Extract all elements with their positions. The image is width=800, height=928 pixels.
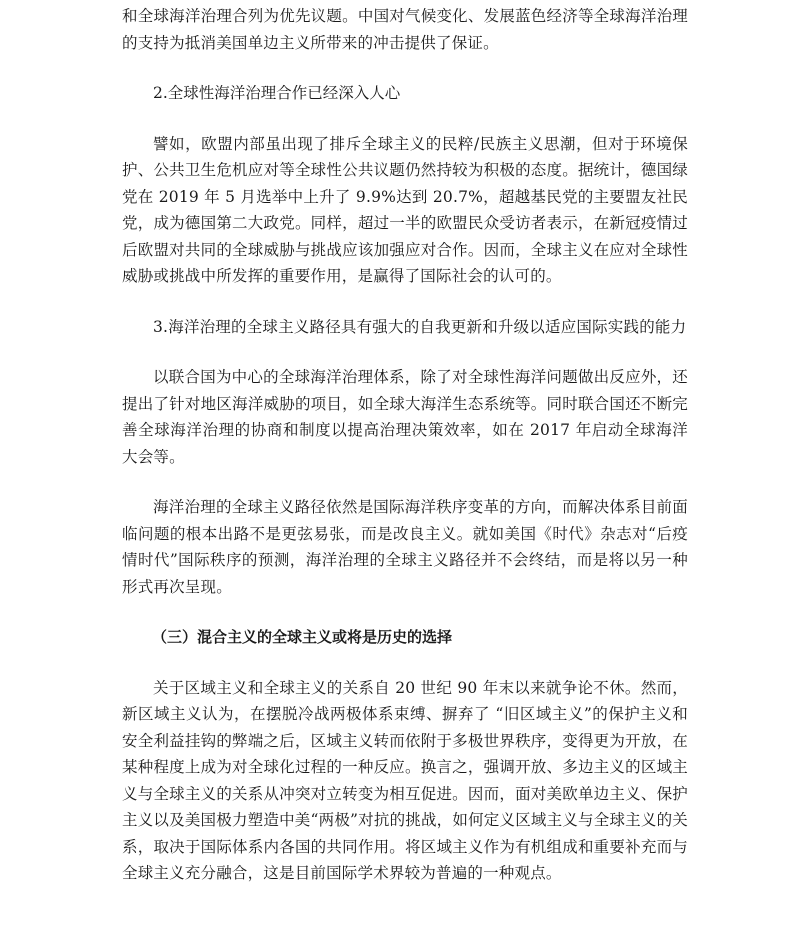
section-heading-3: 3.海洋治理的全球主义路径具有强大的自我更新和升级以适应国际实践的能力 xyxy=(153,317,687,336)
paragraph-un-system: 以联合国为中心的全球海洋治理体系，除了对全球性海洋问题做出反应外，还提出了针对地区海洋威胁的项目，如全球大海洋生态系统等。同时联合国还不断完善全球海洋治理的协商和制度以提高治理决策效率，如在 2017 年启动全球海洋大会等。 xyxy=(122,368,688,466)
paragraph-reform: 海洋治理的全球主义路径依然是国际海洋秩序变革的方向，而解决体系目前面临问题的根本出路不是更弦易张，而是改良主义。就如美国《时代》杂志对“后疫情时代”国际秩序的预测，海洋治理的全球主义路径并不会终结，而是将以另一种形式再次呈现。 xyxy=(122,498,688,596)
paragraph-continuation: 和全球海洋治理合列为优先议题。中国对气候变化、发展蓝色经济等全球海洋治理的支持为抵消美国单边主义所带来的冲击提供了保证。 xyxy=(122,7,688,52)
section-heading-2: 2.全球性海洋治理合作已经深入人心 xyxy=(153,84,401,102)
document-page xyxy=(122,0,688,887)
paragraph-eu-example: 譬如，欧盟内部虽出现了排斥全球主义的民粹/民族主义思潮，但对于环境保护、公共卫生危机应对等全球性公共议题仍然持较为积极的态度。据统计，德国绿党在 2019 年 5 月选举中上升了 9.9%达到 20.7%，超越基民党的主要盟友社民党，成为德国第二大政党。同样，超过一半的欧盟民众受访者表示，在新冠疫情过后欧盟对共同的全球威胁与挑战应该加强应对合作。因而，全球主义在应对全球性威胁或挑战中所发挥的重要作用，是赢得了国际社会的认可的。 xyxy=(122,134,688,285)
subsection-heading-3: （三）混合主义的全球主义或将是历史的选择 xyxy=(152,628,453,646)
paragraph-regionalism: 关于区域主义和全球主义的关系自 20 世纪 90 年末以来就争论不休。然而，新区域主义认为，在摆脱冷战两极体系束缚、摒弃了 “旧区域主义”的保护主义和安全利益挂钩的弊端之后，区域主义转而依附于多极世界秩序，变得更为开放，在某种程度上成为对全球化过程的一种反应。换言之，强调开放、多边主义的区域主义与全球主义的关系从冲突对立转变为相互促进。因而，面对美欧单边主义、保护主义以及美国极力塑造中美“两极”对抗的挑战，如何定义区域主义与全球主义的关系，取决于国际体系内各国的共同作用。将区域主义作为有机组成和重要补充而与全球主义充分融合，这是目前国际学术界较为普遍的一种观点。 xyxy=(122,678,688,882)
